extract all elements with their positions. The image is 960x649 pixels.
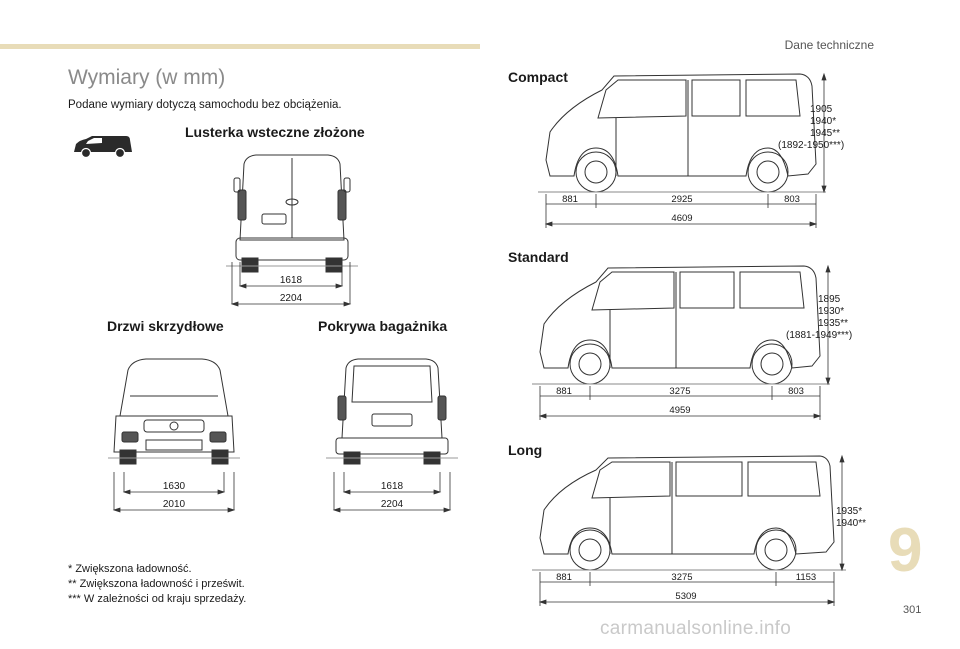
standard-front-label: 881 (556, 386, 572, 397)
side-view-long (530, 452, 880, 612)
compact-wheelbase-label: 2925 (671, 194, 693, 205)
compact-heights (778, 104, 845, 152)
heading-wing-doors: Drzwi skrzydłowe (107, 318, 224, 334)
page-subtitle: Podane wymiary dotyczą samochodu bez obciążenia. (68, 99, 342, 111)
wing-doors-track-label: 1630 (162, 481, 186, 492)
front-view-wing-doors (106, 356, 242, 476)
standard-length-label: 4959 (669, 405, 691, 416)
footnote-3: *** W zależności od kraju sprzedaży. (68, 593, 247, 605)
footnote-2: ** Zwiększona ładowność i prześwit. (68, 578, 245, 590)
chapter-number: 9 (888, 516, 923, 585)
long-wheelbase-label: 3275 (671, 572, 693, 583)
standard-height-2: 1930* (818, 306, 845, 317)
footnote-1: * Zwiększona ładowność. (68, 563, 192, 575)
heading-mirrors: Lusterka wsteczne złożone (185, 124, 365, 140)
dim-wing-doors (108, 472, 240, 516)
standard-rear-label: 803 (788, 386, 804, 397)
compact-height-2: 1940* (810, 116, 837, 127)
mirrors-width-label: 2204 (279, 293, 303, 304)
heading-tailgate: Pokrywa bagażnika (318, 318, 448, 334)
heading-standard: Standard (508, 249, 569, 265)
heading-long: Long (508, 442, 543, 458)
page-number: 301 (903, 604, 922, 616)
compact-front-label: 881 (562, 194, 578, 205)
van-icon (72, 134, 134, 160)
standard-height-4: (1881-1949***) (786, 330, 853, 341)
long-length-label: 5309 (675, 591, 697, 602)
tailgate-track-label: 1618 (380, 481, 404, 492)
standard-wheelbase-label: 3275 (669, 386, 691, 397)
standard-heights (786, 294, 853, 342)
long-heights (836, 506, 866, 530)
heading-compact: Compact (508, 69, 568, 85)
long-front-label: 881 (556, 572, 572, 583)
dim-tailgate (326, 472, 458, 516)
compact-height-3: 1945** (810, 128, 841, 139)
compact-length-label: 4609 (671, 213, 693, 224)
long-rear-label: 1153 (795, 572, 817, 583)
compact-rear-label: 803 (784, 194, 800, 205)
wing-doors-width-label: 2010 (162, 499, 186, 510)
compact-height-4: (1892-1950***) (778, 140, 845, 151)
tailgate-width-label: 2204 (380, 499, 404, 510)
side-view-compact (536, 68, 876, 238)
watermark: carmanualsonline.info (600, 618, 792, 639)
rear-view-tailgate (324, 356, 460, 476)
long-height-2: 1940** (836, 518, 867, 529)
side-view-standard (530, 260, 880, 430)
standard-height-1: 1895 (818, 294, 841, 305)
mirrors-track-label: 1618 (279, 275, 303, 286)
long-height-1: 1935* (836, 506, 863, 517)
header-accent-bar (0, 44, 480, 49)
dim-mirrors (226, 262, 356, 308)
compact-height-1: 1905 (810, 104, 833, 115)
standard-height-3: 1935** (818, 318, 849, 329)
page-title: Wymiary (w mm) (68, 66, 226, 89)
section-title: Dane techniczne (784, 38, 874, 52)
